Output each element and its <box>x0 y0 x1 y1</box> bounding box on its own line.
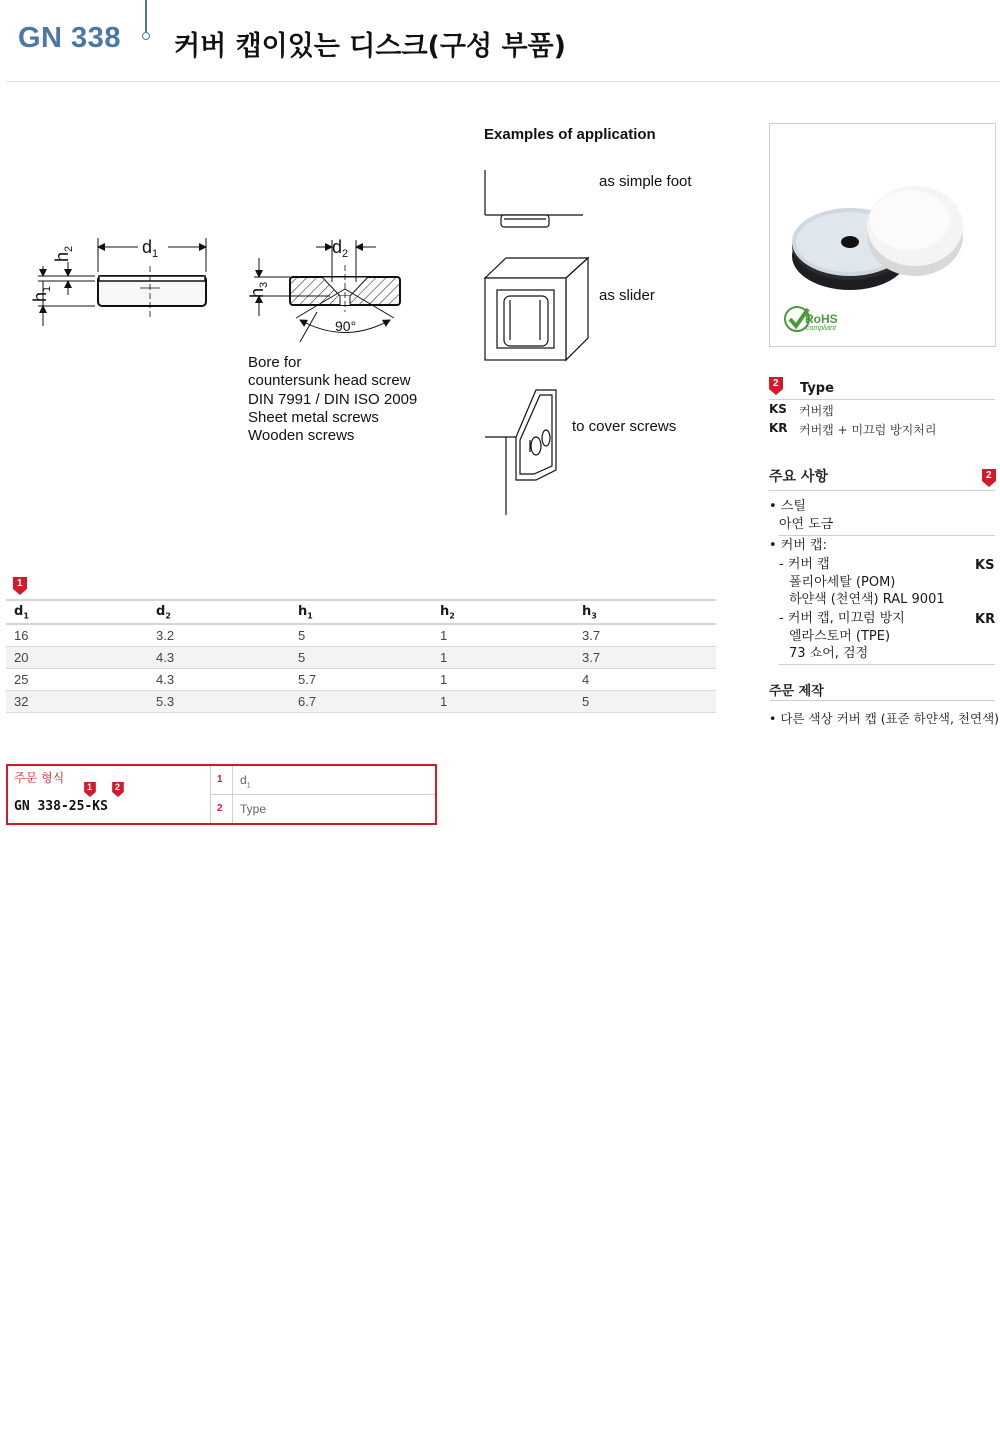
col-header-h3: $h_3$ <box>574 600 716 624</box>
table-cell: 6.7 <box>290 690 432 712</box>
examples-title: Examples of application <box>484 126 656 143</box>
order-code-number: 338 <box>37 799 61 814</box>
product-photo <box>769 123 996 347</box>
dim-h3-sub: 3 <box>258 281 270 288</box>
feature-divider <box>779 535 995 536</box>
feature-line: 하얀색 (천연색) RAL 9001 <box>789 592 945 607</box>
type-desc-ks: 커버캡 <box>799 404 834 418</box>
feature-divider <box>779 664 995 665</box>
features-rule <box>769 490 995 491</box>
disc-section-view <box>254 240 400 342</box>
dim-d2-sub: 2 <box>342 248 349 260</box>
feature-line: - 커버 캡, 미끄럼 방지 <box>779 611 905 626</box>
col-header-h2: $h_2$ <box>432 600 574 624</box>
order-code-sep: - <box>84 799 93 814</box>
feature-line: 엘라스토머 (TPE) <box>789 628 891 644</box>
order-item-num: 1 <box>217 774 223 785</box>
table-cell: 1 <box>432 624 574 646</box>
rohs-subtext: compliant <box>806 325 836 332</box>
feature-cap-title: • 커버 캡: <box>769 538 827 553</box>
feature-steel <box>769 498 833 533</box>
table-cell: 5.7 <box>290 668 432 690</box>
technical-drawing <box>0 90 760 530</box>
dim-h2: h <box>52 251 72 262</box>
dim-angle: 90° <box>335 318 357 334</box>
order-title: 주문 형식 <box>14 771 65 785</box>
table-cell: 5.3 <box>148 690 290 712</box>
dim-h1-sub: 1 <box>41 285 53 292</box>
bore-line: Bore for <box>248 354 302 371</box>
table-cell: 4.3 <box>148 646 290 668</box>
order-code-type: KS <box>92 799 108 814</box>
example-foot-drawing <box>485 170 583 227</box>
table-header-row <box>6 600 716 624</box>
product-code: GN 338 <box>18 22 121 54</box>
example-foot-label: as simple foot <box>599 173 692 190</box>
custom-item: • 다른 색상 커버 캡 (표준 하얀색, 천연색) <box>769 711 1000 726</box>
col-header-h1: $h_1$ <box>290 600 432 624</box>
dim-h3: h <box>247 287 267 298</box>
feature-line: 73 쇼어, 검정 <box>789 646 869 661</box>
dim-d2: d <box>332 237 343 257</box>
type-code-ks: KS <box>769 402 787 416</box>
feature-ks-code: KS <box>975 558 995 573</box>
bore-line: countersunk head screw <box>248 372 411 390</box>
badge-1-label: 1 <box>17 578 23 589</box>
header-divider-line <box>145 0 147 32</box>
features-header: 주요 사항 <box>769 469 828 485</box>
order-code-sep: - <box>60 799 69 814</box>
custom-header: 주문 제작 <box>769 684 824 699</box>
dim-d1: d <box>142 237 153 257</box>
feature-kr <box>779 610 905 663</box>
table-cell: 5 <box>290 624 432 646</box>
dim-h1: h <box>30 291 50 302</box>
table-cell: 1 <box>432 668 574 690</box>
table-row <box>6 646 716 668</box>
example-cover-label: to cover screws <box>572 418 677 435</box>
example-slider-label: as slider <box>599 287 655 304</box>
order-example-box <box>6 764 437 825</box>
table-cell: 1 <box>432 690 574 712</box>
table-row <box>6 624 716 646</box>
rohs-text: RoHS <box>805 312 838 326</box>
type-code-kr: KR <box>769 421 788 435</box>
example-cover-drawing <box>485 390 556 515</box>
order-item-label: Type <box>240 802 267 816</box>
order-item-num: 2 <box>217 803 223 814</box>
feature-line: • 스틸 <box>769 499 806 514</box>
table-cell: 16 <box>6 624 148 646</box>
feature-line: - 커버 캡 <box>779 557 830 572</box>
table-cell: 4.3 <box>148 668 290 690</box>
type-desc-kr: 커버캡 + 미끄럼 방지처리 <box>799 423 937 437</box>
order-code <box>14 799 108 814</box>
order-item-label: $d_1$ <box>240 773 251 790</box>
bore-line: Wooden screws <box>248 427 355 445</box>
table-cell: 5 <box>290 646 432 668</box>
dim-d1-sub: 1 <box>152 248 159 260</box>
table-cell: 3.7 <box>574 646 716 668</box>
table-row <box>6 668 716 690</box>
table-cell: 4 <box>574 668 716 690</box>
table-cell: 3.7 <box>574 624 716 646</box>
header-divider-dot <box>142 32 150 40</box>
type-header: Type <box>800 381 834 396</box>
custom-rule <box>769 700 995 701</box>
header-rule <box>6 81 1000 82</box>
order-code-d1: 25 <box>68 799 85 814</box>
order-code-series: GN <box>14 799 30 814</box>
bore-description <box>248 354 417 445</box>
badge-2-label: 2 <box>986 470 992 481</box>
order-row-divider <box>210 794 435 795</box>
col-header-d2: $d_2$ <box>148 600 290 624</box>
dim-h2-sub: 2 <box>63 245 75 252</box>
type-rule <box>769 399 995 400</box>
badge-2-label: 2 <box>115 782 121 792</box>
bore-line: Sheet metal screws <box>248 408 379 426</box>
table-cell: 20 <box>6 646 148 668</box>
feature-line: 아연 도금 <box>779 516 834 532</box>
feature-kr-code: KR <box>975 612 996 627</box>
feature-line: 폴리아세탈 (POM) <box>789 574 896 590</box>
table-cell: 32 <box>6 690 148 712</box>
table-cell: 5 <box>574 690 716 712</box>
table-cell: 1 <box>432 646 574 668</box>
dimension-table <box>6 599 716 713</box>
page-title: 커버 캡이있는 디스크(구성 부품) <box>174 31 566 62</box>
rohs-logo <box>782 302 848 338</box>
badge-2-label: 2 <box>773 378 779 389</box>
example-slider-drawing <box>485 258 588 360</box>
feature-ks <box>779 556 945 609</box>
badge-1-label: 1 <box>87 782 93 792</box>
table-row <box>6 690 716 712</box>
table-cell: 3.2 <box>148 624 290 646</box>
col-header-d1: $d_1$ <box>6 600 148 624</box>
table-cell: 25 <box>6 668 148 690</box>
bore-line: DIN 7991 / DIN ISO 2009 <box>248 390 418 408</box>
